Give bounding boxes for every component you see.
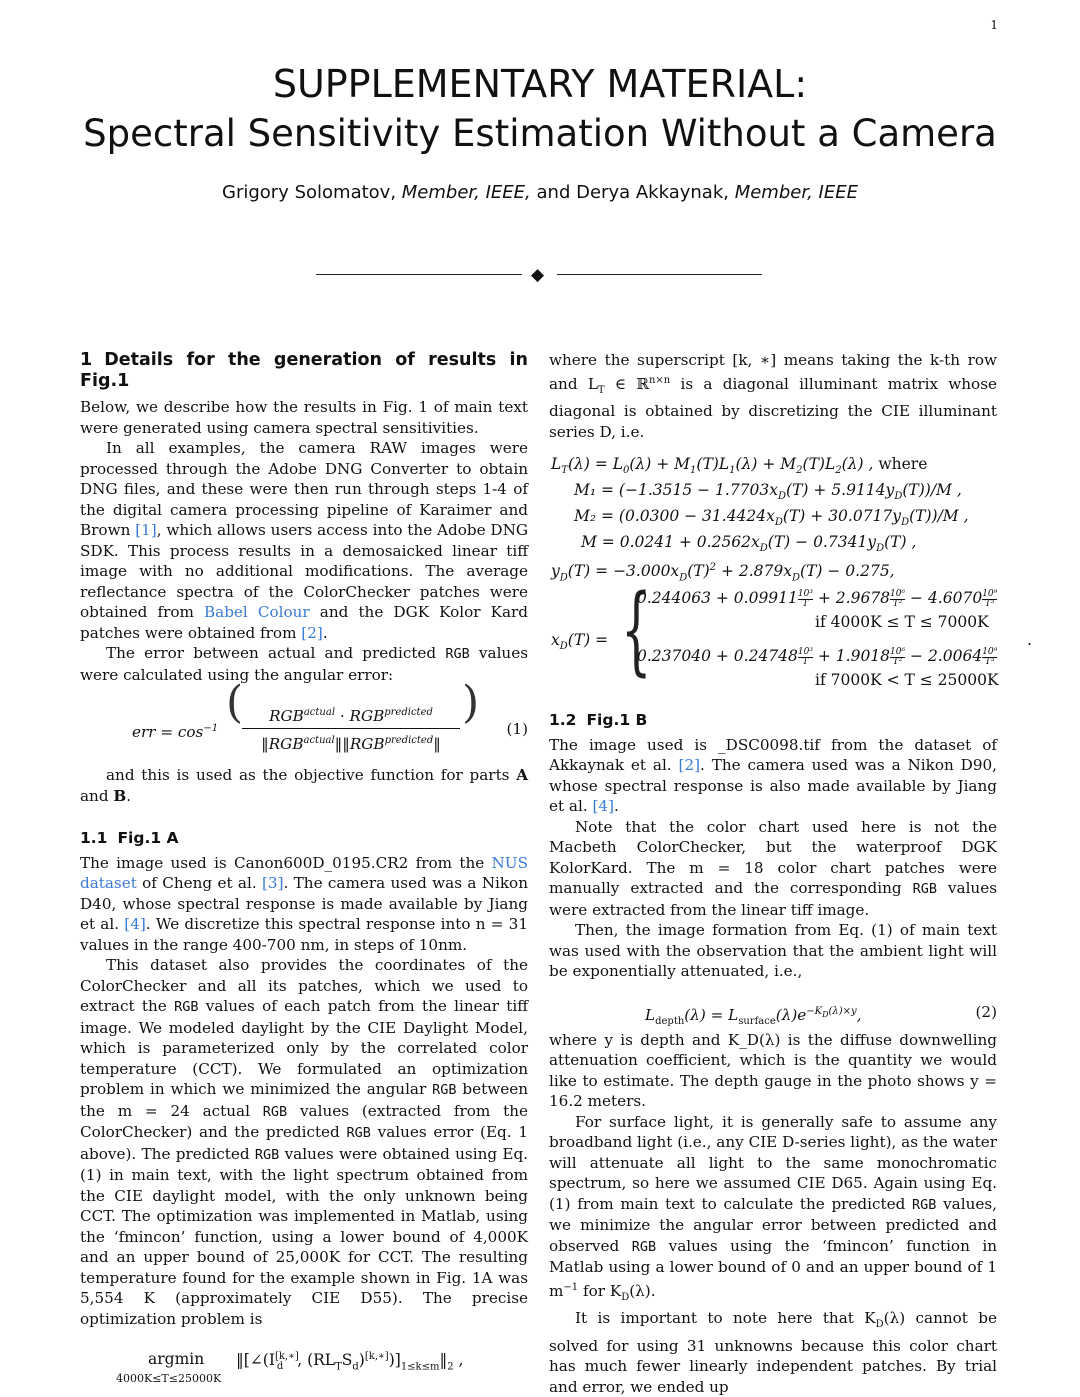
section-1-heading — [80, 350, 528, 391]
divider-right — [557, 274, 762, 275]
section-1-2-heading: 1.2 Fig.1 B — [549, 711, 648, 730]
sec12-paragraph-3: Then, the image formation from Eq. (1) of main text was used with the observation that the ambient light will be exponentially attenuated, i.e., — [549, 921, 997, 981]
right-paragraph-1: where the superscript [k, ∗] means taking the k-th row and $L_T$ ∈ ℝ$^{n\times n}$ is a diagonal illuminant matrix whose diagonal is obtained by discretizing the CIE illuminant series D, i.e. — [549, 351, 997, 441]
citation-1[interactable]: [1] — [135, 521, 157, 539]
author-line — [0, 182, 1080, 203]
citation-2b[interactable]: [2] — [678, 756, 701, 775]
sec12-paragraph-2: Note that the color chart used here is not the Macbeth ColorChecker, but the waterproof DGK KolorKard. The m = 18 color chart patches were manually extracted and the corresponding RGB values were extracted from the linear tiff image. — [549, 817, 997, 919]
illuminant-equations: $L_T(\lambda) = L_0(\lambda) + M_1(T)L_1(\lambda) + M_2(T)L_2(\lambda)$ , where $M_1 = (-1.3515 - 1.7703x_D(T) + 5.9114y_D(T))/M$ , $M_2 = (0.0300 - 31.4424x_D(T) + 30.0717y_D(T))/M$ , $M = 0.0241 + 0.2562x_D(T) - 0.7341y_D(T)$ , $y_D(T) = -3.000x_D(T)^2 + 2.879x_D(T) - 0.275$, $x_D(T)$ = { 0.244063 + 0.09911 $\frac{\text{10³}}{T}$ + 2.9678 $\frac{\text{10⁶}}{\text{T²}}$ − 4.6070 $\frac{\text{10⁹}}{\text{T³}}$ if 4000K ≤ T ≤ 7000K 0.237040 + 0.24748 $\frac{\text{10³}}{T}$ + 1.9018 $\frac{\text{10⁶}}{\text{T²}}$ − 2.0064 $\frac{\text{10⁹}}{\text{T³}}$ if 7000K < T ≤ 25000K . — [551, 455, 1032, 690]
sec12-paragraph-5: For surface light, it is generally safe to assume any broadband light (i.e., any CIE D-series light), as the water will attenuate all light to the same monochromatic spectrum, so here we assumed CIE D65. Again using Eq. (1) from main text to calculate the predicted RGB values, we minimize the angular error between predicted and observed RGB values using the ‘fmincon’ function in Matlab using a lower bound of 0 and an upper bound of 1 $m^{-1}$ for $K_D(\lambda)$. — [549, 1112, 997, 1303]
citation-4b[interactable]: [4] — [592, 797, 615, 816]
citation-3[interactable]: [3] — [262, 874, 284, 892]
equation-2-tag: (2) — [975, 1002, 997, 1021]
right-column — [549, 350, 1032, 1397]
sec12-paragraph-1: The image used is _DSC0098.tif from the dataset of Akkaynak et al. [2]. The camera used was a Nikon D90, whose spectral response is also made available by Jiang et al. [4]. — [549, 735, 997, 816]
sec11-paragraph-2: This dataset also provides the coordinates of the ColorChecker and all its patches, which we used to extract the RGB values of each patch from the linear tiff image. We modeled daylight by the CIE Daylight Model, which is parameterized only by the correlated color temperature (CCT). We formulated an optimization problem in which we minimized the angular RGB between the m = 24 actual RGB values (extracted from the ColorChecker) and the predicted RGB values error (Eq. 1 above). The predicted RGB values were obtained using Eq. (1) in main text, with the light spectrum obtained from the CIE daylight model, with the only unknown being CCT. The optimization was implemented in Matlab, using the ‘fmincon’ function, using a lower bound of 4,000K and an upper bound of 25,000K for CCT. The resulting temperature found for the example shown in Fig. 1A was 5,554 K (approximately CIE D55). The precise optimization problem is — [80, 956, 529, 1328]
babel-colour-link[interactable]: Babel Colour — [204, 603, 310, 621]
sec1-paragraph-1: Below, we describe how the results in Fig. 1 of main text were generated using camera spectral sensitivities. — [80, 398, 528, 437]
diamond-ornament-icon: ◆ — [531, 265, 545, 285]
author-1-role: Member, IEEE, — [401, 182, 531, 203]
sec11-paragraph-1: The image used is Canon600D_0195.CR2 from the NUS dataset of Cheng et al. [3]. The camera used was a Nikon D40, whose spectral response is made available by Jiang et al. [4]. We discretize this spectral response into n = 31 values in the range 400-700 nm, in steps of 10nm. — [80, 853, 528, 954]
sec1-paragraph-2: In all examples, the camera RAW images were processed through the Adobe DNG Converter to obtain DNG files, and these were then run through steps 1-4 of the digital camera processing pipeline of Karaimer and Brown [1], which allows users access into the Adobe DNG SDK. This process results in a demosaicked linear tiff image with no additional modifications. The average reflectance spectra of the ColorChecker patches were obtained from Babel Colour and the DGK Kolor Kard patches were obtained from [2]. — [80, 439, 528, 642]
section-1-title: Details for the generation of results in Fig.1 — [80, 350, 528, 391]
page-number: 1 — [990, 18, 998, 32]
section-1-number: 1 — [80, 350, 93, 370]
title-line-1: SUPPLEMENTARY MATERIAL: — [272, 62, 808, 106]
author-2-role: Member, IEEE — [734, 182, 858, 203]
author-2: Derya Akkaynak, — [576, 182, 729, 203]
nus-dataset-link[interactable]: NUS dataset — [80, 853, 528, 892]
section-1-1-heading: 1.1 Fig.1 A — [80, 829, 179, 847]
sec12-paragraph-6: It is important to note here that $K_D(\lambda)$ cannot be solved for using 31 unknowns because this color chart has much fewer linearly independent patches. By trial and error, we ended up — [549, 1309, 997, 1396]
sec12-paragraph-4: where y is depth and K_D(λ) is the diffuse downwelling attenuation coefficient, which is the quantity we would like to estimate. The depth gauge in the photo shows y = 16.2 meters. — [549, 1030, 997, 1111]
author-1: Grigory Solomatov, — [222, 182, 397, 203]
author-and: and — [536, 182, 571, 203]
optimization-equation: argmin 4000K≤T≤25000K $‖[\angle(I[k,∗]_d$ , $(RL_TS_d)[k,∗])]_{1\le k\le m}‖_2$ , — [116, 1350, 464, 1385]
title-line-2: Spectral Sensitivity Estimation Without a Camera — [83, 112, 997, 155]
equation-1-tag: (1) — [506, 720, 528, 738]
sec1-paragraph-4: and this is used as the objective function for parts A and B. — [80, 766, 528, 805]
sec1-paragraph-3: The error between actual and predicted RGB values were calculated using the angular error: — [80, 644, 528, 684]
equation-2: $L_{depth}(\lambda) = L_{surface}(\lambda)e^{-K_D(\lambda)\times y}$, (2) — [645, 1002, 997, 1027]
left-column — [80, 350, 528, 1393]
citation-2[interactable]: [2] — [301, 623, 323, 642]
equation-1: err = $\cos^{-1}$ ( $RGB^{actual} \cdot RGB^{predicted}$ $‖RGB^{actual}‖‖RGB^{predicted}‖$ ) (1) — [132, 677, 528, 754]
citation-4[interactable]: [4] — [124, 915, 146, 933]
divider-left — [316, 274, 522, 275]
